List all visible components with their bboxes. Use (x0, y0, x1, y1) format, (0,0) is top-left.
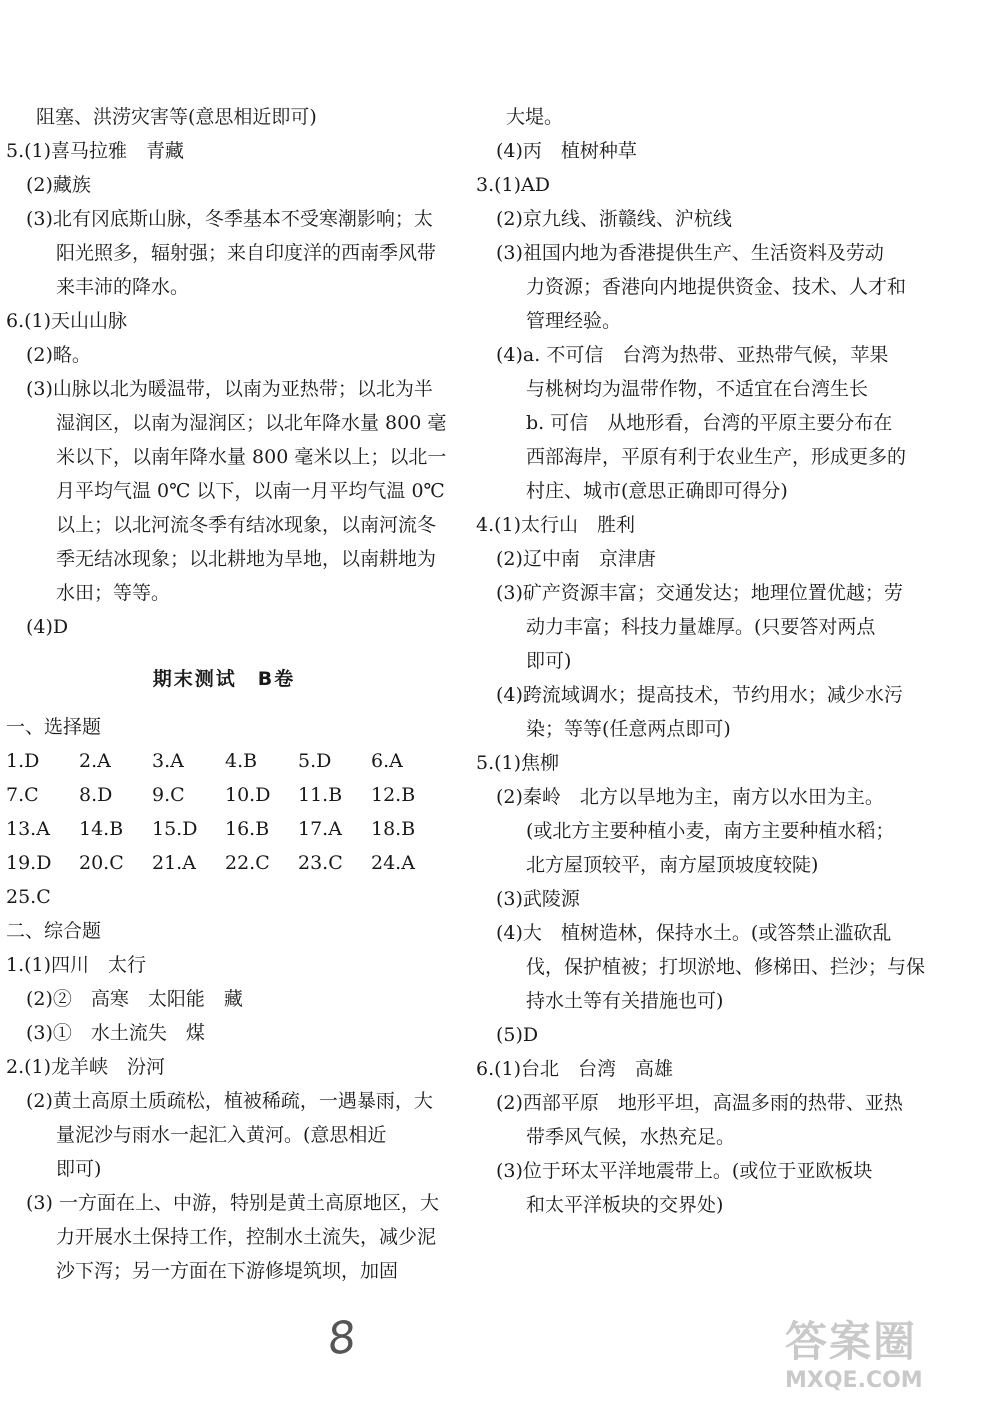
left-column (6, 100, 447, 1288)
text-line: 管理经验。 (526, 310, 622, 332)
text-line: 阳光照多，辐射强；来自印度洋的西南季风带 (56, 242, 437, 264)
question-4-3: (3)矿产资源丰富；交通发达；地理位置优越；劳 (496, 582, 903, 604)
text-line: (或北方主要种植小麦，南方主要种植水稻； (526, 820, 895, 842)
question-6-1b: 6.(1)台北 台湾 高雄 (476, 1058, 674, 1080)
question-5-4b: (4)大 植树造林，保持水土。(或答禁止滥砍乱 (496, 922, 892, 944)
section-title: 期末测试 B卷 (152, 668, 296, 690)
text-line: b. 可信 从地形看，台湾的平原主要分布在 (526, 412, 893, 434)
text-line: 即可) (526, 650, 572, 672)
answer-item: 3.A (152, 750, 184, 772)
question-2-3: (3) 一方面在上、中游，特别是黄土高原地区，大 (26, 1192, 439, 1214)
question-5-2b: (2)秦岭 北方以旱地为主，南方以水田为主。 (496, 786, 884, 808)
question-1-1: 1.(1)四川 太行 (6, 954, 147, 976)
text-line: 米以下，以南年降水量 800 毫米以上；以北一 (56, 446, 447, 468)
answer-item: 22.C (225, 852, 270, 874)
watermark-url: MXQE.COM (785, 1368, 923, 1393)
question-6-3: (3)山脉以北为暖温带，以南为亚热带；以北为半 (26, 378, 433, 400)
answer-item: 5.D (298, 750, 332, 772)
text-line: 持水土等有关措施也可) (526, 990, 724, 1012)
question-5-1: 5.(1)喜马拉雅 青藏 (6, 140, 185, 162)
question-4-1: 4.(1)太行山 胜利 (476, 514, 636, 536)
answer-item: 11.B (298, 784, 343, 806)
question-3-1: 3.(1)AD (476, 174, 550, 196)
answer-item: 19.D (6, 852, 52, 874)
answer-item: 4.B (225, 750, 258, 772)
answer-item: 12.B (371, 784, 416, 806)
answer-item: 20.C (79, 852, 124, 874)
text-line: 大堤。 (506, 106, 564, 128)
answer-item: 1.D (6, 750, 40, 772)
answer-item: 8.D (79, 784, 113, 806)
answer-item: 7.C (6, 784, 39, 806)
question-5-1b: 5.(1)焦柳 (476, 752, 560, 774)
question-3-3: (3)祖国内地为香港提供生产、生活资料及劳动 (496, 242, 884, 264)
text-line: 即可) (56, 1158, 102, 1180)
question-5-3: (3)北有冈底斯山脉，冬季基本不受寒潮影响；太 (26, 208, 433, 230)
text-line: 与桃树均为温带作物，不适宜在台湾生长 (526, 378, 869, 400)
answer-item: 24.A (371, 852, 415, 874)
answer-item: 21.A (152, 852, 196, 874)
watermark-title: 答案圈 (785, 1317, 918, 1366)
text-line: 伐，保护植被；打坝淤地、修梯田、拦沙；与保 (526, 956, 926, 978)
question-6-1: 6.(1)天山山脉 (6, 310, 128, 332)
text-line: 沙下泻；另一方面在下游修堤筑坝，加固 (56, 1260, 399, 1282)
question-2-1: 2.(1)龙羊峡 汾河 (6, 1056, 166, 1078)
section-heading-choice: 一、选择题 (6, 716, 102, 738)
question-4-2: (2)辽中南 京津唐 (496, 548, 656, 570)
text-line: 月平均气温 0℃ 以下，以南一月平均气温 0℃ (56, 480, 445, 502)
answer-item: 13.A (6, 818, 50, 840)
answer-item: 25.C (6, 886, 51, 908)
question-5-2: (2)藏族 (26, 174, 91, 196)
answer-item: 15.D (152, 818, 198, 840)
text-line: 动力丰富；科技力量雄厚。(只要答对两点 (526, 616, 876, 638)
section-heading-comprehensive: 二、综合题 (6, 920, 102, 942)
text-line: 以上；以北河流冬季有结冰现象，以南河流冬 (56, 514, 437, 536)
text-line: 量泥沙与雨水一起汇入黄河。(意思相近 (56, 1124, 387, 1146)
answer-item: 18.B (371, 818, 416, 840)
text-line: 西部海岸，平原有利于农业生产，形成更多的 (526, 446, 907, 468)
question-6-2: (2)略。 (26, 344, 91, 366)
text-line: 染；等等(任意两点即可) (526, 718, 731, 740)
answer-item: 9.C (152, 784, 185, 806)
text-line: 阻塞、洪涝灾害等(意思相近即可) (36, 106, 317, 128)
text-line: 力开展水土保持工作，控制水土流失，减少泥 (56, 1226, 437, 1248)
question-6-4: (4)D (26, 616, 69, 638)
answer-item: 6.A (371, 750, 403, 772)
text-line: 和太平洋板块的交界处) (526, 1194, 724, 1216)
question-5-3b: (3)武陵源 (496, 888, 580, 910)
text-line: 来丰沛的降水。 (56, 276, 190, 298)
text-line: 湿润区，以南为湿润区；以北年降水量 800 毫 (56, 412, 447, 434)
page-number: 8 (324, 1311, 360, 1366)
text-line: 力资源；香港向内地提供资金、技术、人才和 (526, 276, 907, 298)
question-4-4: (4)跨流域调水；提高技术，节约用水；减少水污 (496, 684, 903, 706)
text-line: 村庄、城市(意思正确即可得分) (526, 480, 788, 502)
question-6-2b: (2)西部平原 地形平坦，高温多雨的热带、亚热 (496, 1092, 903, 1114)
question-2-2: (2)黄土高原土质疏松，植被稀疏，一遇暴雨，大 (26, 1090, 433, 1112)
text-line: 季无结冰现象；以北耕地为旱地，以南耕地为 (56, 548, 437, 570)
answer-item: 10.D (225, 784, 271, 806)
answer-item: 23.C (298, 852, 343, 874)
question-6-3b: (3)位于环太平洋地震带上。(或位于亚欧板块 (496, 1160, 873, 1182)
question-3-4: (4)a. 不可信 台湾为热带、亚热带气候，苹果 (496, 344, 889, 366)
question-1-2: (2)② 高寒 太阳能 藏 (26, 988, 243, 1010)
answer-item: 14.B (79, 818, 124, 840)
text-line: 水田；等等。 (56, 582, 171, 604)
answer-item: 17.A (298, 818, 342, 840)
question-1-3: (3)① 水土流失 煤 (26, 1022, 205, 1044)
question-5-5b: (5)D (496, 1024, 539, 1046)
answer-item: 16.B (225, 818, 270, 840)
question-2-4: (4)丙 植树种草 (496, 140, 637, 162)
watermark-logo (785, 1318, 995, 1408)
right-column (476, 100, 946, 1222)
text-line: 北方屋顶较平，南方屋顶坡度较陡) (526, 854, 819, 876)
question-3-2: (2)京九线、浙赣线、沪杭线 (496, 208, 732, 230)
text-line: 带季风气候，水热充足。 (526, 1126, 736, 1148)
answer-item: 2.A (79, 750, 111, 772)
answer-grid (6, 744, 442, 914)
